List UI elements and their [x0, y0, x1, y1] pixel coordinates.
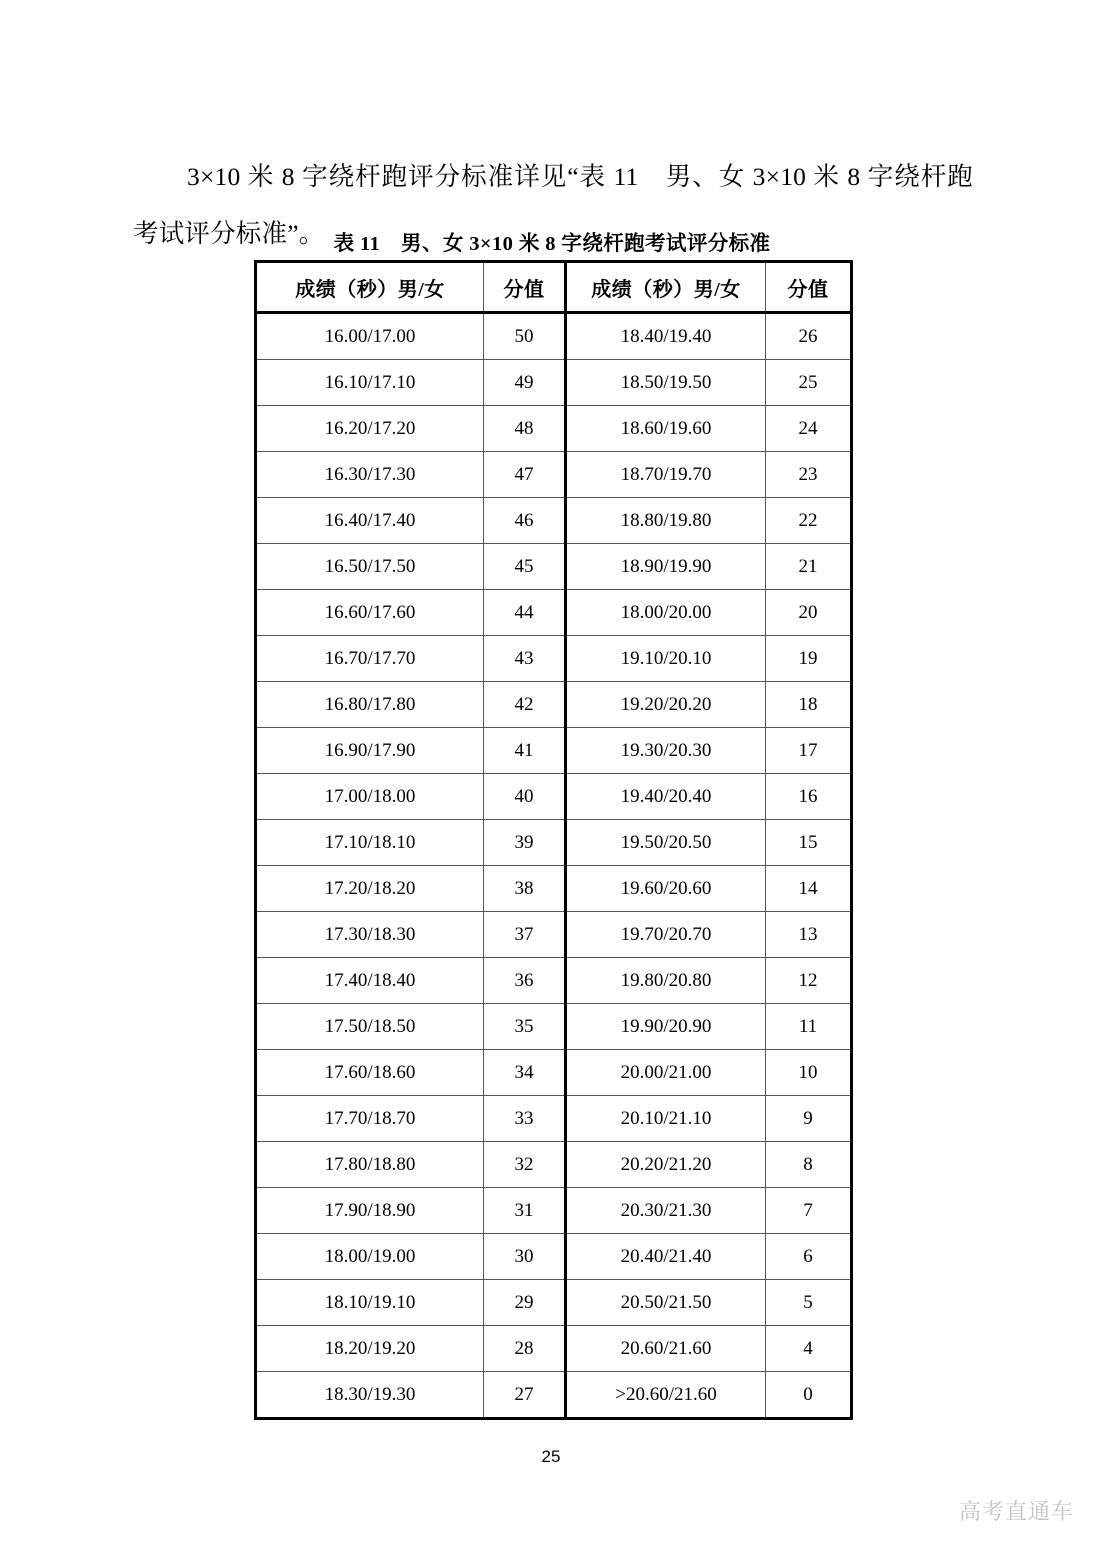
cell-score-left: 43: [484, 636, 566, 682]
page-number: 25: [541, 1447, 561, 1466]
cell-time-left: 17.30/18.30: [256, 912, 484, 958]
cell-score-right: 22: [766, 498, 852, 544]
table-row: [256, 452, 852, 498]
cell-time-right: 19.10/20.10: [566, 636, 766, 682]
cell-time-left: 17.60/18.60: [256, 1050, 484, 1096]
cell-score-left: 38: [484, 866, 566, 912]
cell-score-left: 37: [484, 912, 566, 958]
table-header-row: [256, 262, 852, 313]
table-row: [256, 1142, 852, 1188]
table-row: [256, 1234, 852, 1280]
cell-score-left: 36: [484, 958, 566, 1004]
cell-time-right: 18.80/19.80: [566, 498, 766, 544]
table-row: [256, 958, 852, 1004]
cell-score-right: 14: [766, 866, 852, 912]
cell-time-left: 17.00/18.00: [256, 774, 484, 820]
table-row: [256, 728, 852, 774]
cell-time-left: 18.10/19.10: [256, 1280, 484, 1326]
score-table-body: [256, 313, 852, 1419]
cell-score-right: 17: [766, 728, 852, 774]
cell-score-left: 49: [484, 360, 566, 406]
cell-time-right: 18.70/19.70: [566, 452, 766, 498]
table-row: [256, 313, 852, 360]
score-table: [254, 260, 853, 1420]
cell-score-left: 30: [484, 1234, 566, 1280]
cell-score-left: 31: [484, 1188, 566, 1234]
cell-score-right: 4: [766, 1326, 852, 1372]
cell-time-right: 19.40/20.40: [566, 774, 766, 820]
cell-time-left: 18.00/19.00: [256, 1234, 484, 1280]
cell-score-left: 27: [484, 1372, 566, 1419]
table-row: [256, 544, 852, 590]
cell-time-right: 19.30/20.30: [566, 728, 766, 774]
table-row: [256, 590, 852, 636]
cell-time-left: 16.70/17.70: [256, 636, 484, 682]
column-header-score-right: 分值: [766, 262, 852, 313]
cell-score-right: 12: [766, 958, 852, 1004]
cell-time-left: 16.30/17.30: [256, 452, 484, 498]
cell-time-right: 19.50/20.50: [566, 820, 766, 866]
column-header-time-left: 成绩（秒）男/女: [256, 262, 484, 313]
cell-score-left: 44: [484, 590, 566, 636]
cell-score-right: 20: [766, 590, 852, 636]
table-row: [256, 820, 852, 866]
cell-score-left: 33: [484, 1096, 566, 1142]
cell-time-right: >20.60/21.60: [566, 1372, 766, 1419]
cell-time-right: 20.00/21.00: [566, 1050, 766, 1096]
cell-time-left: 16.90/17.90: [256, 728, 484, 774]
cell-score-right: 8: [766, 1142, 852, 1188]
cell-time-left: 16.20/17.20: [256, 406, 484, 452]
cell-time-right: 19.20/20.20: [566, 682, 766, 728]
cell-score-left: 39: [484, 820, 566, 866]
cell-time-left: 16.40/17.40: [256, 498, 484, 544]
cell-time-left: 18.30/19.30: [256, 1372, 484, 1419]
table-row: [256, 406, 852, 452]
table-row: [256, 1372, 852, 1419]
cell-score-right: 21: [766, 544, 852, 590]
score-table-header: [256, 262, 852, 313]
cell-score-right: 5: [766, 1280, 852, 1326]
cell-score-right: 10: [766, 1050, 852, 1096]
column-header-time-right: 成绩（秒）男/女: [566, 262, 766, 313]
cell-time-right: 20.10/21.10: [566, 1096, 766, 1142]
cell-time-right: 20.60/21.60: [566, 1326, 766, 1372]
cell-score-left: 40: [484, 774, 566, 820]
cell-score-left: 41: [484, 728, 566, 774]
cell-time-left: 17.80/18.80: [256, 1142, 484, 1188]
cell-score-right: 7: [766, 1188, 852, 1234]
cell-score-left: 28: [484, 1326, 566, 1372]
cell-score-left: 35: [484, 1004, 566, 1050]
cell-score-left: 48: [484, 406, 566, 452]
cell-score-right: 15: [766, 820, 852, 866]
cell-score-left: 32: [484, 1142, 566, 1188]
cell-time-right: 18.90/19.90: [566, 544, 766, 590]
cell-time-left: 17.10/18.10: [256, 820, 484, 866]
cell-time-right: 19.70/20.70: [566, 912, 766, 958]
cell-score-right: 0: [766, 1372, 852, 1419]
cell-score-right: 16: [766, 774, 852, 820]
cell-time-right: 19.80/20.80: [566, 958, 766, 1004]
table-row: [256, 498, 852, 544]
table-row: [256, 1050, 852, 1096]
cell-score-right: 26: [766, 313, 852, 360]
cell-score-left: 34: [484, 1050, 566, 1096]
cell-score-left: 46: [484, 498, 566, 544]
cell-score-right: 6: [766, 1234, 852, 1280]
cell-time-left: 16.10/17.10: [256, 360, 484, 406]
table-caption: 表 11 男、女 3×10 米 8 字绕杆跑考试评分标准: [333, 233, 771, 255]
cell-time-right: 18.00/20.00: [566, 590, 766, 636]
cell-score-left: 47: [484, 452, 566, 498]
watermark: 高考直通车: [958, 1499, 1074, 1524]
cell-time-right: 19.90/20.90: [566, 1004, 766, 1050]
cell-time-left: 17.90/18.90: [256, 1188, 484, 1234]
cell-time-left: 17.70/18.70: [256, 1096, 484, 1142]
table-row: [256, 1004, 852, 1050]
table-row: [256, 912, 852, 958]
cell-score-left: 42: [484, 682, 566, 728]
cell-score-right: 25: [766, 360, 852, 406]
cell-time-left: 16.80/17.80: [256, 682, 484, 728]
table-row: [256, 636, 852, 682]
cell-score-right: 18: [766, 682, 852, 728]
cell-time-right: 20.20/21.20: [566, 1142, 766, 1188]
cell-score-left: 29: [484, 1280, 566, 1326]
cell-score-right: 24: [766, 406, 852, 452]
table-row: [256, 1280, 852, 1326]
table-row: [256, 1188, 852, 1234]
table-row: [256, 360, 852, 406]
cell-time-left: 17.50/18.50: [256, 1004, 484, 1050]
cell-time-left: 16.00/17.00: [256, 313, 484, 360]
table-row: [256, 866, 852, 912]
cell-time-left: 17.20/18.20: [256, 866, 484, 912]
score-table-container: [254, 260, 850, 1420]
cell-score-left: 50: [484, 313, 566, 360]
cell-time-left: 16.50/17.50: [256, 544, 484, 590]
cell-time-right: 20.30/21.30: [566, 1188, 766, 1234]
cell-score-left: 45: [484, 544, 566, 590]
cell-time-left: 18.20/19.20: [256, 1326, 484, 1372]
cell-time-left: 16.60/17.60: [256, 590, 484, 636]
cell-score-right: 11: [766, 1004, 852, 1050]
cell-time-right: 18.50/19.50: [566, 360, 766, 406]
column-header-score-left: 分值: [484, 262, 566, 313]
cell-time-right: 18.60/19.60: [566, 406, 766, 452]
cell-time-right: 19.60/20.60: [566, 866, 766, 912]
table-row: [256, 682, 852, 728]
cell-time-right: 20.50/21.50: [566, 1280, 766, 1326]
cell-score-right: 19: [766, 636, 852, 682]
cell-time-left: 17.40/18.40: [256, 958, 484, 1004]
table-row: [256, 1096, 852, 1142]
cell-score-right: 23: [766, 452, 852, 498]
table-row: [256, 774, 852, 820]
cell-time-right: 20.40/21.40: [566, 1234, 766, 1280]
cell-score-right: 13: [766, 912, 852, 958]
cell-time-right: 18.40/19.40: [566, 313, 766, 360]
intro-paragraph-text: 3×10 米 8 字绕杆跑评分标准详见“表 11 男、女 3×10 米 8 字绕杆跑考试评分标准”。: [133, 161, 973, 248]
table-row: [256, 1326, 852, 1372]
cell-score-right: 9: [766, 1096, 852, 1142]
